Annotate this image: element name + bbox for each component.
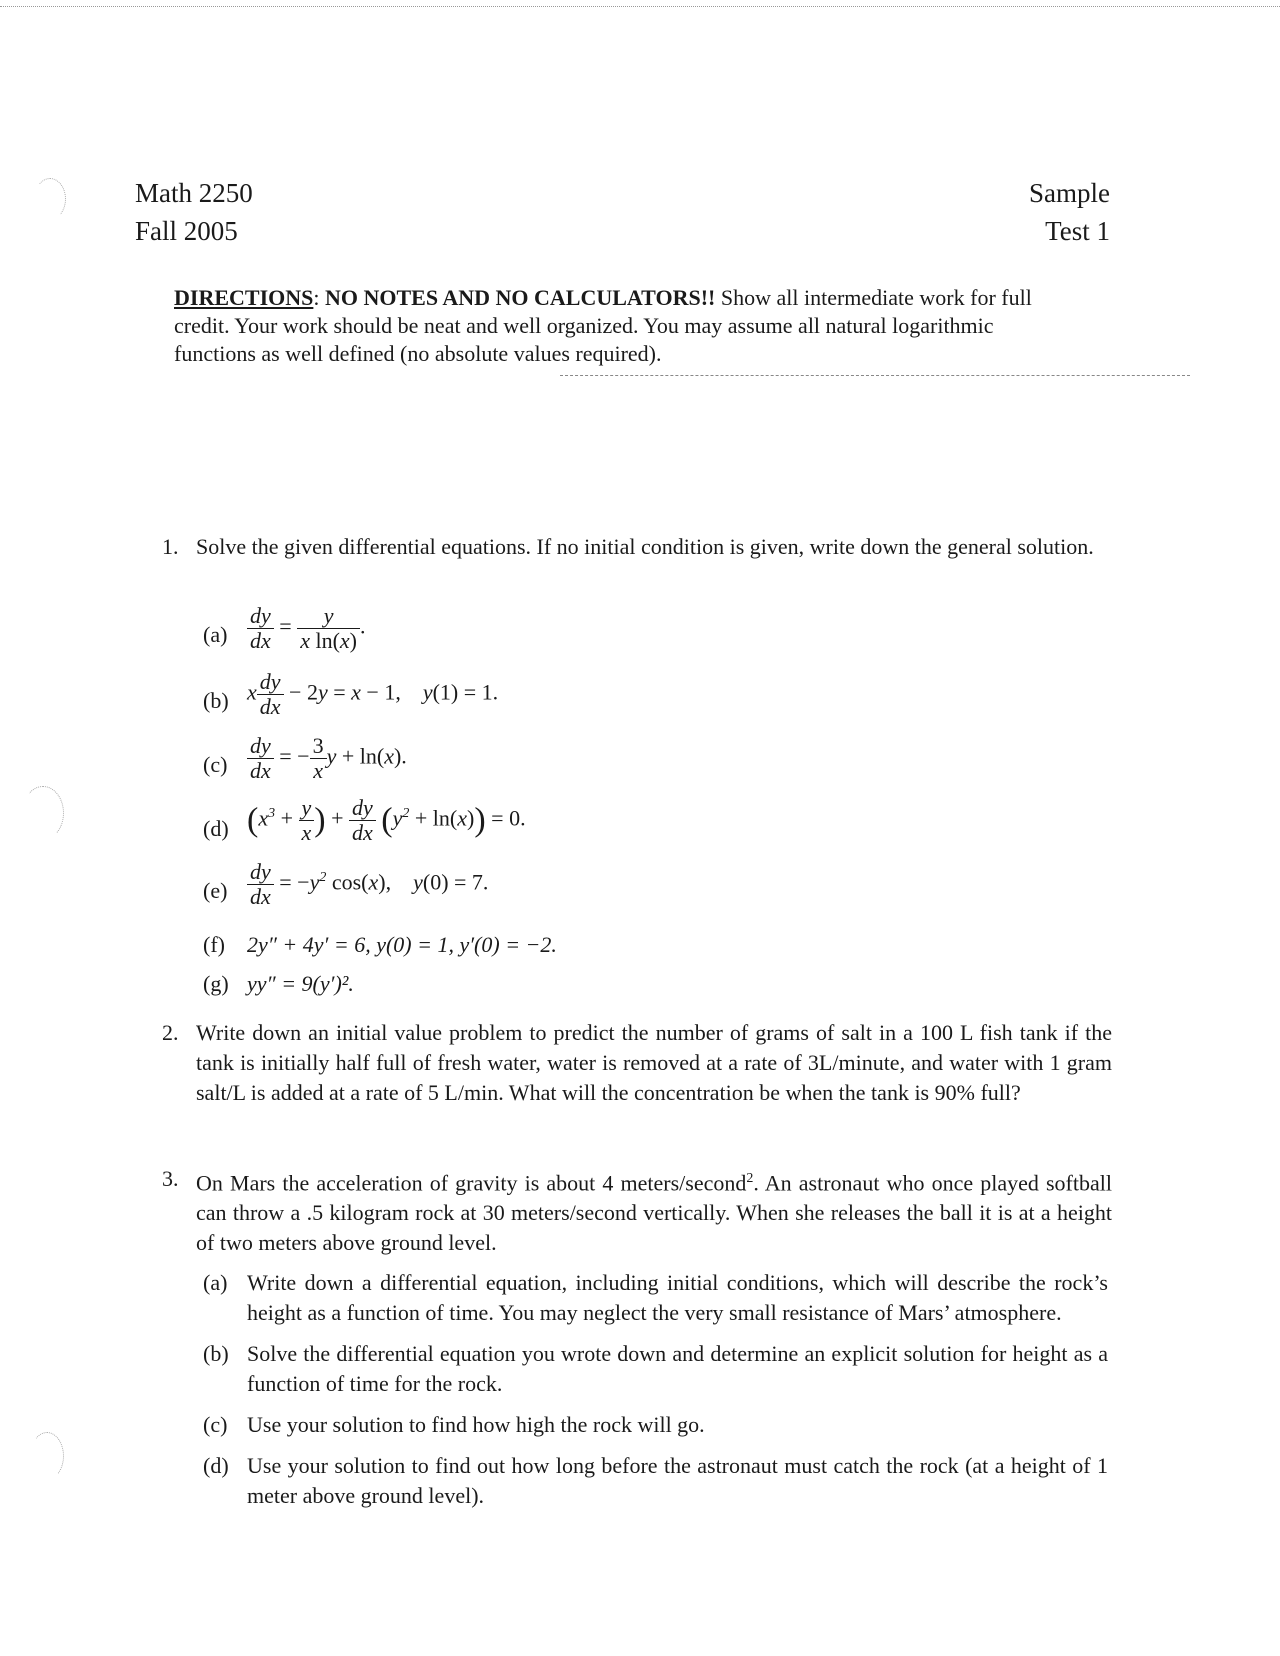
directions-block: DIRECTIONS: NO NOTES AND NO CALCULATORS!! Show all intermediate work for full credit. Your work should be neat and well organized. You may assume all natural logarithmic functions as well defined (no absolute values required). [174,285,1032,366]
problem-1 [162,532,1112,562]
part-3c: (c) Use your solution to find how high the rock will go. [203,1412,705,1437]
test-header [1029,174,1110,250]
binder-hole-mark [34,178,66,220]
equation-1e: $\frac{dy}{dx}$ = $-y^2$ cos(x), y(0) = 7. [247,860,488,909]
problem-3: 3. On Mars the acceleration of gravity is about 4 meters/second$^2$. An astronaut who once played softball can throw a .5 kilogram rock at 30 meters/second vertically. When she releases the ball it is at a height of two meters above ground level. [162,1166,1112,1256]
part-1g: (g) yy″ = 9(y′)². [203,971,354,996]
binder-hole-mark [22,786,64,840]
equation-1b: x $\frac{dy}{dx}$ − 2y = x − 1, y(1) = 1. [247,669,499,719]
part-1d-label: (d) [203,816,229,841]
directions-rule [560,375,1190,376]
problem-text: Write down an initial value problem to predict the number of grams of salt in a 100 L fish tank if the tank is initially half full of fresh water, water is removed at a rate of 3L/minute, and water with 1 gram salt/L is added at a rate of 5 L/min. What will the concentration be when the tank is 90% full? [196,1020,1112,1105]
doc-title: Test 1 [1045,216,1110,246]
problem-3-parts [203,1268,1108,1511]
course-header [135,174,253,250]
course-name: Math 2250 [135,178,253,208]
problem-text: On Mars the acceleration of gravity is about 4 meters/second [196,1170,747,1196]
problem-number: 1. [162,534,179,559]
problem-text: Solve the given differential equations. If no initial condition is given, write down the general solution. [196,534,1094,559]
problem-2 [162,1018,1112,1108]
part-1c-label: (c) [203,752,228,777]
part-1b-label: (b) [203,688,229,713]
course-term: Fall 2005 [135,216,238,246]
directions-label: DIRECTIONS [174,285,314,310]
equation-1d: ($x^3$ + $\frac{y}{x}$ ) + $\frac{dy}{dx}$ $(y^2 + \ln(x)) = 0$. [247,795,526,845]
problem-number: 2. [162,1020,179,1045]
equation-1f: 2y″ + 4y′ = 6, y(0) = 1, y′(0) = −2. [247,932,557,957]
equation-1a: $\frac{dy}{dx}$ = $\frac{y}{\text{x ln(x)}}$ . [247,604,366,653]
part-3d: (d) Use your solution to find out how long before the astronaut must catch the rock (at a height of 1 meter above ground level). [203,1453,1108,1508]
problem-number: 3. [162,1166,179,1191]
scan-speckle-border [0,6,1280,7]
doc-type: Sample [1029,178,1110,208]
binder-hole-mark [30,1432,64,1480]
directions-text: Show all intermediate work for full credit. Your work should be neat and well organized. You may assume all natural logarithmic functions as well defined (no absolute values required). [174,285,1032,366]
directions-caps: NO NOTES AND NO CALCULATORS!! [325,285,716,310]
part-3a: (a) Write down a differential equation, including initial conditions, which will describe the rock’s height as a function of time. You may neglect the very small resistance of Mars’ atmosphere. [203,1270,1108,1325]
equation-1c: $\frac{dy}{dx}$ = − $\frac{3}{x}$ y + ln(x). [247,734,407,783]
equation-1g: yy″ = 9(y′)². [247,971,354,996]
part-1e-label: (e) [203,878,228,903]
part-1f: (f) 2y″ + 4y′ = 6, y(0) = 1, y′(0) = −2. [203,932,557,957]
part-3b: (b) Solve the differential equation you wrote down and determine an explicit solution for height as a function of time for the rock. [203,1341,1108,1396]
part-1a-label: (a) [203,622,228,647]
